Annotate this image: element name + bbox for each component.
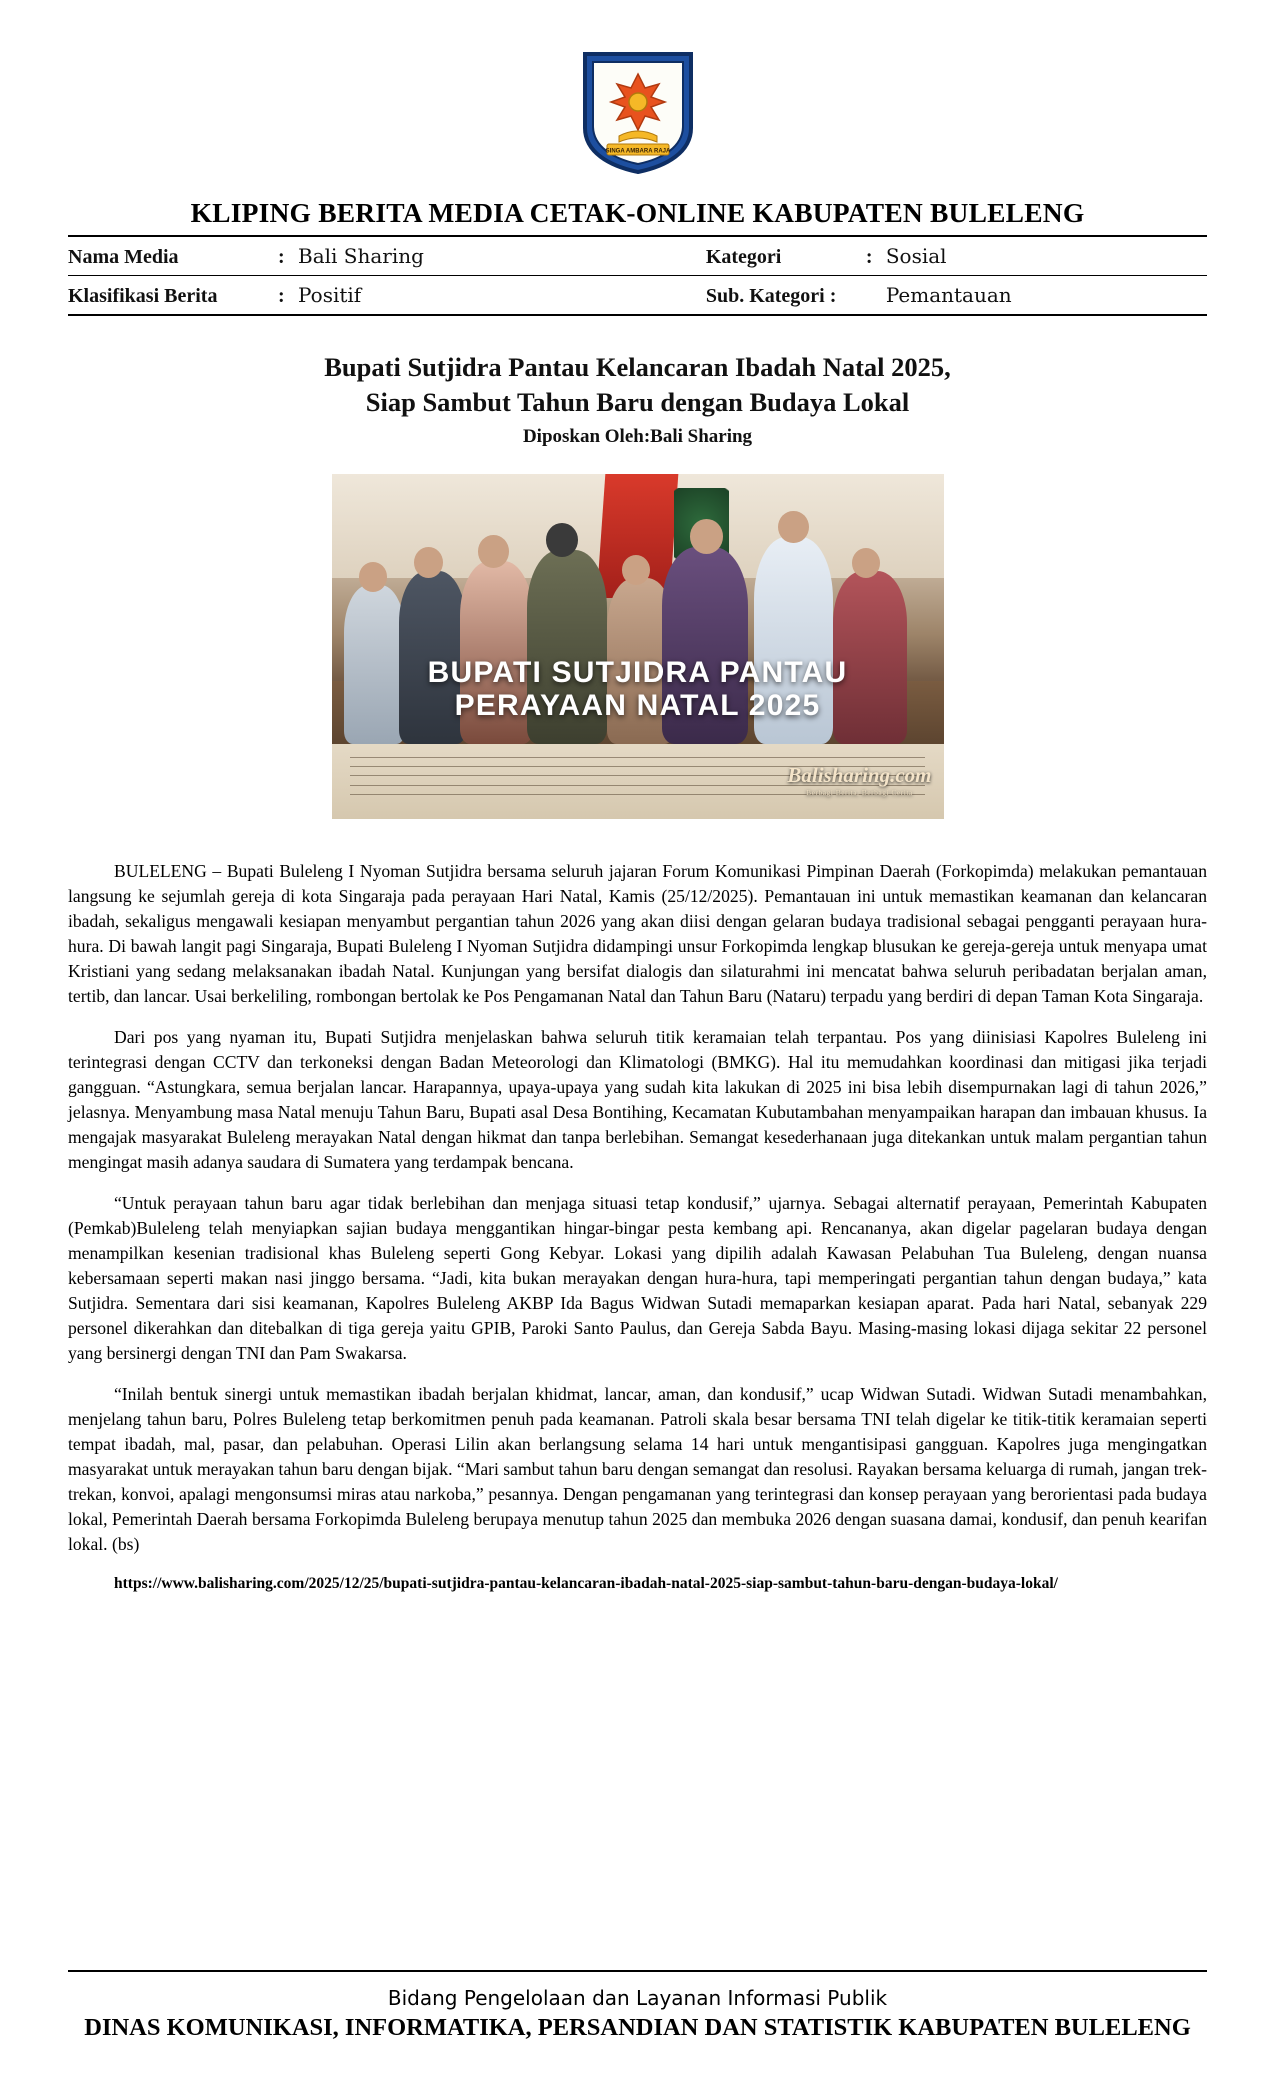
article-paragraph: “Inilah bentuk sinergi untuk memastikan ibadah berjalan khidmat, lancar, aman, dan kondusif,” ucap Widwan Sutadi. Widwan Sutadi menambahkan, menjelang tahun baru, Polres Buleleng tetap berkomitmen penuh pada keamanan. Patroli skala besar bersama TNI telah digelar ke titik-titik keramaian seperti tempat ibadah, mal, pasar, dan pelabuhan. Operasi Lilin akan berlangsung selama 14 hari untuk mengantisipasi gangguan. Kapolres juga mengingatkan masyarakat untuk merayakan tahun baru dengan bijak. “Mari sambut tahun baru dengan semangat dan resolusi. Rayakan bersama keluarga di rumah, jangan trek-trekan, konvoi, apalagi mengonsumsi miras atau narkoba,” pesannya. Dengan pengamanan yang terintegrasi dan konsep perayaan yang berorientasi pada budaya lokal, Pemerintah Daerah bersama Forkopimda Buleleng berupaya menutup tahun 2025 dan membuka 2026 dengan suasana damai, kondusif, dan penuh kearifan lokal. (bs) — [68, 1383, 1207, 1554]
metadata-cell-nama-media — [68, 244, 706, 269]
article-photo — [332, 474, 944, 819]
metadata-cell-kategori — [706, 244, 1207, 269]
colon-klasifikasi-berita: : — [278, 285, 285, 307]
document-title: KLIPING BERITA MEDIA CETAK-ONLINE KABUPATEN BULELENG — [190, 197, 1085, 228]
document-footer — [0, 1970, 1275, 2042]
article-source-url[interactable]: https://www.balisharing.com/2025/12/25/bupati-sutjidra-pantau-kelancaran-ibadah-natal-2025-siap-sambut-tahun-baru-dengan-budaya-lokal/ — [114, 1574, 1058, 1592]
value-sub-kategori: Pemantauan — [885, 283, 1012, 307]
metadata-row-klasifikasi — [68, 276, 1207, 314]
article-paragraph: “Untuk perayaan tahun baru agar tidak berlebihan dan menjaga situasi tetap kondusif,” ujarnya. Sebagai alternatif perayaan, Pemerintah Kabupaten (Pemkab)Buleleng telah menyiapkan sajian budaya menggantikan hingar-bingar pesta kembang api. Rencananya, akan digelar pagelaran budaya dengan menampilkan kesenian tradisional khas Buleleng seperti Gong Kebyar. Lokasi yang dipilih adalah Kawasan Pelabuhan Tua Buleleng, dengan nuansa kebersamaan seperti makan nasi jinggo bersama. “Jadi, kita bukan merayakan dengan hura-hura, tapi memperingati pergantian tahun dengan budaya,” kata Sutjidra. Sementara dari sisi keamanan, Kapolres Buleleng AKBP Ida Bagus Widwan Sutadi memaparkan kesiapan aparat. Pada hari Natal, sebanyak 229 personel dikerahkan dan ditebalkan di tiga gereja yaitu GPIB, Paroki Santo Paulus, dan Gereja Sabda Bayu. Masing-masing lokasi dijaga sekitar 22 personel yang bersinergi dengan TNI dan Pam Swakarsa. — [68, 1193, 1207, 1363]
colon-kategori: : — [865, 246, 873, 268]
photo-watermark-subtext: Berbagi Berita, Berbagi Cerita — [806, 788, 913, 798]
photo-overlay-line1: BUPATI SUTJIDRA PANTAU — [427, 656, 848, 690]
article-header — [110, 350, 1165, 448]
photo-person-head — [478, 535, 509, 567]
photo-person-head — [690, 519, 723, 554]
photo-person-head — [546, 523, 578, 557]
metadata-table — [68, 237, 1207, 314]
value-nama-media: Bali Sharing — [298, 244, 424, 268]
colon-nama-media: : — [278, 246, 285, 268]
article-photo-container — [332, 474, 944, 819]
svg-text:SINGA AMBARA RAJA: SINGA AMBARA RAJA — [605, 148, 670, 155]
metadata-cell-klasifikasi-berita — [68, 283, 706, 308]
article-byline: Diposkan Oleh:Bali Sharing — [522, 426, 753, 448]
photo-watermark-text: Balisharing.com — [787, 763, 932, 788]
photo-overlay-line2: PERAYAAN NATAL 2025 — [454, 688, 821, 722]
footer-department-bidang: Bidang Pengelolaan dan Layanan Informasi Publik — [387, 1986, 888, 2010]
footer-department-name: DINAS KOMUNIKASI, INFORMATIKA, PERSANDIAN DAN STATISTIK KABUPATEN BULELENG — [84, 2014, 1191, 2041]
metadata-row-media — [68, 237, 1207, 275]
buleleng-coat-of-arms-icon — [579, 48, 697, 176]
label-kategori: Kategori — [705, 246, 782, 268]
article-body — [68, 859, 1207, 1594]
article-paragraph: BULELENG – Bupati Buleleng I Nyoman Sutjidra bersama seluruh jajaran Forum Komunikasi Pimpinan Daerah (Forkopimda) melakukan pemantauan langsung ke sejumlah gereja di kota Singaraja pada perayaan Hari Natal, Kamis (25/12/2025). Pemantauan ini untuk memastikan keamanan dan kelancaran ibadah, sekaligus mengawali kesiapan menyambut pergantian tahun 2026 yang akan diisi dengan gelaran budaya tradisional sebagai pengganti perayaan hura-hura. Di bawah langit pagi Singaraja, Bupati Buleleng I Nyoman Sutjidra didampingi unsur Forkopimda lengkap blusukan ke gereja-gereja untuk menyapa umat Kristiani yang sedang melaksanakan ibadah Natal. Kunjungan yang bersifat dialogis dan silaturahmi ini mencatat bahwa seluruh peribadatan berjalan aman, tertib, dan lancar. Usai berkeliling, rombongan bertolak ke Pos Pengamanan Natal dan Tahun Baru (Nataru) terpadu yang berdiri di depan Taman Kota Singaraja. — [68, 861, 1207, 1007]
article-title-line2: Siap Sambut Tahun Baru dengan Budaya Lokal — [365, 387, 910, 418]
label-klasifikasi-berita: Klasifikasi Berita — [68, 285, 218, 307]
photo-person-head — [778, 511, 809, 543]
header-divider-bottom — [68, 314, 1207, 316]
article-paragraph: Dari pos yang nyaman itu, Bupati Sutjidra menjelaskan bahwa seluruh titik keramaian telah terpantau. Pos yang diinisiasi Kapolres Buleleng ini terintegrasi dengan CCTV dan terkoneksi dengan Badan Meteorologi dan Klimatologi (BMKG). Hal itu memudahkan koordinasi dan mitigasi jika terjadi gangguan. “Astungkara, semua berjalan lancar. Harapannya, upaya-upaya yang sudah kita lakukan di 2025 ini bisa lebih disempurnakan lagi di tahun 2026,” jelasnya. Menyambung masa Natal menuju Tahun Baru, Bupati asal Desa Bontihing, Kecamatan Kubutambahan menyampaikan harapan dan imbauan khusus. Ia mengajak masyarakat Buleleng merayakan Natal dengan hikmat dan tanpa berlebihan. Semangat kesederhanaan juga ditekankan untuk malam pergantian tahun mengingat masih adanya saudara di Sumatera yang terdampak bencana. — [68, 1027, 1207, 1173]
photo-overlay-caption — [332, 657, 944, 722]
photo-person-head — [622, 555, 650, 585]
footer-divider — [68, 1970, 1207, 1972]
article-title-line1: Bupati Sutjidra Pantau Kelancaran Ibadah Natal 2025, — [324, 352, 951, 382]
value-kategori: Sosial — [885, 244, 947, 268]
photo-person-head — [852, 548, 880, 578]
value-klasifikasi-berita: Positif — [298, 283, 362, 307]
photo-person-head — [359, 562, 387, 591]
metadata-cell-sub-kategori — [706, 283, 1207, 308]
label-nama-media: Nama Media — [68, 246, 179, 268]
photo-watermark — [787, 763, 931, 797]
logo-container — [0, 0, 1275, 187]
label-sub-kategori: Sub. Kategori : — [705, 285, 837, 307]
